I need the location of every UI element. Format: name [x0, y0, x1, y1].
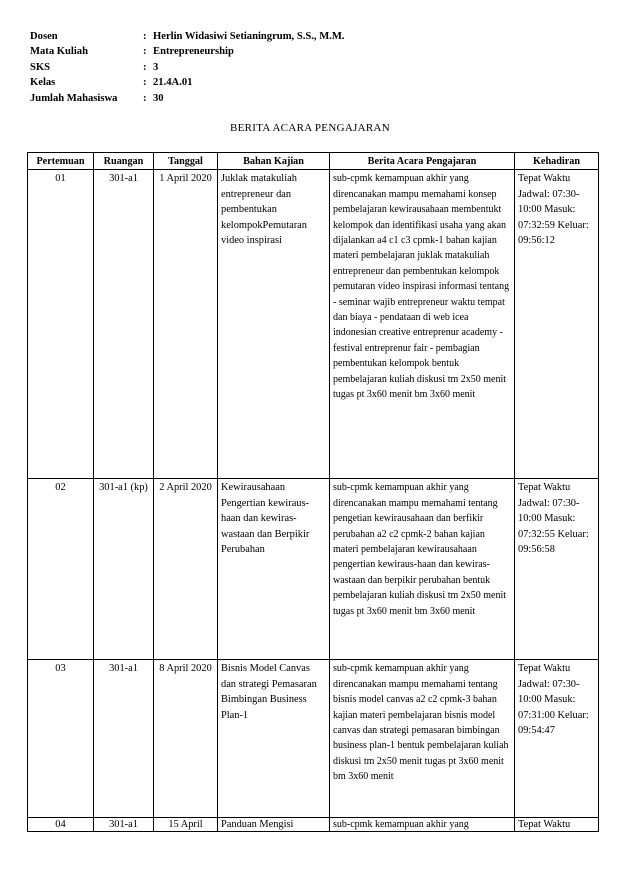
cell-berita-acara: sub-cpmk kemampuan akhir yang direncanakan mampu memahami tentang pengetian kewirausahaan dan berfikir perubahan a2 c2 cpmk-2 bahan kajian materi pembelajaran kewirausahaan pengertian kewiraus-haan dan kewiras-wastaan dan berpikir perubahan bentuk pembelajaran kuliah diskusi tm 2x50 menit tugas pt 3x60 menit bm 3x60 menit: [330, 479, 515, 660]
cell-ruangan: 301-a1 (kp): [94, 479, 154, 660]
header-label: SKS: [30, 61, 51, 73]
cell-pertemuan: [28, 818, 94, 832]
header-row-kelas: [30, 75, 345, 90]
column-header-ruangan: Ruangan: [94, 153, 154, 170]
cell-berita-acara: sub-cpmk kemampuan akhir yang direncanakan mampu memahami tentang bisnis model canvas a2 c2 cpmk-3 bahan kajian materi pembelajaran bisnis model canvas dan strategi pemasaran bimbingan business plan-1 bentuk pembelajaran kuliah diskusi tm 2x50 menit tugas pt 3x60 menit bm 3x60 menit: [330, 660, 515, 818]
column-header-tanggal: Tanggal: [154, 153, 218, 170]
table-row: [28, 170, 599, 479]
cell-bahan-kajian: [218, 818, 330, 832]
header-value: 30: [153, 92, 164, 104]
header-colon: :: [143, 31, 147, 42]
cell-text: Tepat Waktu: [518, 819, 571, 831]
header-row-mata-kuliah: [30, 44, 345, 59]
cell-ruangan: [94, 818, 154, 832]
cell-ruangan: 301-a1: [94, 170, 154, 479]
header-value: 3: [153, 61, 159, 73]
table-header-row: [28, 153, 599, 170]
header-colon: :: [143, 92, 147, 104]
cell-text: 301-a1: [109, 819, 138, 831]
cell-pertemuan: 01: [28, 170, 94, 479]
cell-kehadiran: Tepat Waktu Jadwal: 07:30-10:00 Masuk: 07:32:55 Keluar: 09:56:58: [515, 479, 599, 660]
cell-text: sub-cpmk kemampuan akhir yang: [333, 819, 469, 831]
cell-text: Panduan Mengisi: [221, 819, 294, 831]
cell-bahan-kajian: Bisnis Model Canvas dan strategi Pemasaran Bimbingan Business Plan-1: [218, 660, 330, 818]
cell-bahan-kajian: Juklak matakuliah entrepreneur dan pembentukan kelompokPemutaran video inspirasi: [218, 170, 330, 479]
header-label: Kelas: [30, 77, 56, 89]
cell-text: 15 April: [168, 819, 203, 831]
header-label: Dosen: [30, 31, 58, 42]
cell-berita-acara: sub-cpmk kemampuan akhir yang direncanakan mampu memahami konsep pembelajaran kewirausahaan membentukt kelompok dan identifikasi usaha yang akan dijalankan a4 c1 c3 cpmk-1 bahan kajian materi pembelajaran juklak matakuliah entrepreneur dan pembentukan kelompok pemutaran video inspirasi informasi tentang - seminar wajib entrepreneur waktu tempat dan biaya - pendataan di web icea indonesian creative entreprenur academy - festival entreprenur fair - pembagian pembentukan kelompok bentuk pembelajaran kuliah diskusi tm 2x50 menit tugas pt 3x60 menit bm 3x60 menit: [330, 170, 515, 479]
cell-tanggal: 2 April 2020: [154, 479, 218, 660]
cell-pertemuan: 03: [28, 660, 94, 818]
cell-kehadiran: [515, 818, 599, 832]
header-value: Herlin Widasiwi Setianingrum, S.S., M.M.: [153, 31, 345, 42]
cell-tanggal: [154, 818, 218, 832]
header-row-jumlah-mahasiswa: [30, 91, 345, 106]
cell-bahan-kajian: Kewirausahaan Pengertian kewiraus-haan dan kewiras-wastaan dan Berpikir Perubahan: [218, 479, 330, 660]
cell-kehadiran: Tepat Waktu Jadwal: 07:30-10:00 Masuk: 07:31:00 Keluar: 09:54:47: [515, 660, 599, 818]
header-value: Entrepreneurship: [153, 46, 234, 58]
header-row-sks: [30, 60, 345, 75]
header-value: 21.4A.01: [153, 77, 193, 89]
table-row: [28, 818, 599, 832]
column-header-berita-acara: Berita Acara Pengajaran: [330, 153, 515, 170]
cell-tanggal: 8 April 2020: [154, 660, 218, 818]
teaching-report-table: [27, 152, 599, 832]
column-header-pertemuan: Pertemuan: [28, 153, 94, 170]
document-title: BERITA ACARA PENGAJARAN: [229, 122, 391, 134]
cell-tanggal: 1 April 2020: [154, 170, 218, 479]
header-colon: :: [143, 77, 147, 89]
header-colon: :: [143, 61, 147, 73]
table-row: [28, 660, 599, 818]
header-colon: :: [143, 46, 147, 58]
cell-berita-acara: [330, 818, 515, 832]
table-row: [28, 479, 599, 660]
header-label: Mata Kuliah: [30, 46, 88, 58]
header-label: Jumlah Mahasiswa: [30, 92, 118, 104]
cell-ruangan: 301-a1: [94, 660, 154, 818]
cell-pertemuan: 02: [28, 479, 94, 660]
column-header-kehadiran: Kehadiran: [515, 153, 599, 170]
column-header-bahan-kajian: Bahan Kajian: [218, 153, 330, 170]
header-row-dosen: [30, 29, 345, 44]
cell-kehadiran: Tepat Waktu Jadwal: 07:30-10:00 Masuk: 07:32:59 Keluar: 09:56:12: [515, 170, 599, 479]
cell-text: 04: [55, 819, 66, 831]
course-header: [30, 29, 345, 106]
